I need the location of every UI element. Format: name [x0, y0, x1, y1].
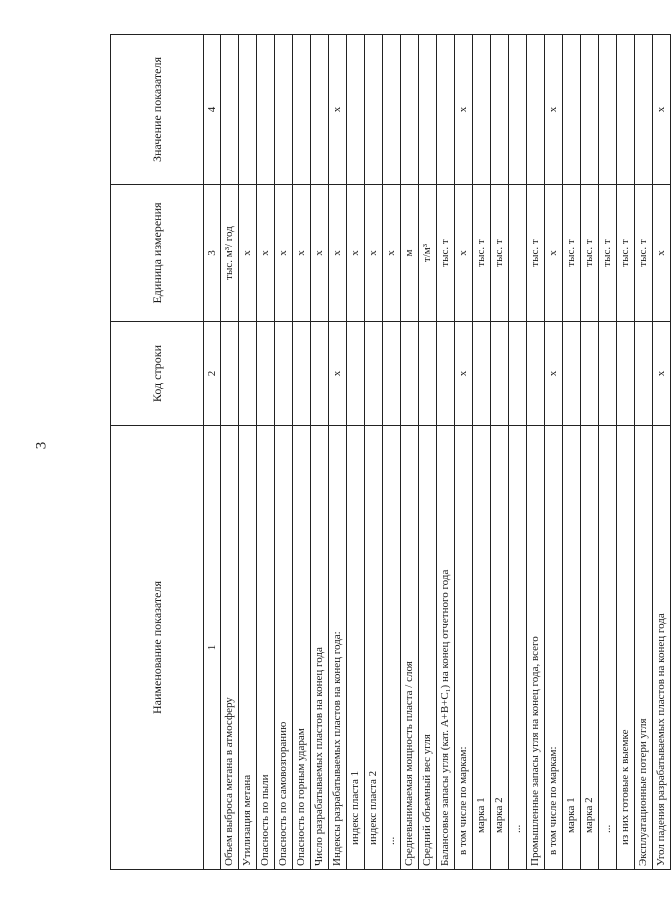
row-code-cell	[527, 322, 545, 426]
row-unit-cell: тыс. т	[635, 185, 653, 322]
table-row	[473, 35, 491, 870]
row-code-cell	[599, 322, 617, 426]
row-code-cell	[437, 322, 455, 426]
column-number: 1	[204, 426, 221, 870]
table-row	[221, 35, 239, 870]
row-name-cell: Утилизация метана	[239, 426, 257, 870]
header-name: Наименование показателя	[111, 426, 204, 870]
table-row	[527, 35, 545, 870]
row-name-cell: в том числе по маркам:	[545, 426, 563, 870]
row-name-cell: марка 2	[581, 426, 599, 870]
row-unit-cell: тыс. т	[563, 185, 581, 322]
row-value-cell	[311, 35, 329, 185]
row-value-cell	[491, 35, 509, 185]
row-value-cell	[293, 35, 311, 185]
table-row	[329, 35, 347, 870]
row-name-cell: Опасность по пыли	[257, 426, 275, 870]
row-name-cell: Объем выброса метана в атмосферу	[221, 426, 239, 870]
row-code-cell	[419, 322, 437, 426]
row-unit-cell: х	[275, 185, 293, 322]
row-value-cell	[347, 35, 365, 185]
row-code-cell	[221, 322, 239, 426]
column-number: 2	[204, 322, 221, 426]
table-row	[239, 35, 257, 870]
row-value-cell	[563, 35, 581, 185]
header-row	[111, 35, 204, 870]
table-row	[635, 35, 653, 870]
row-name-cell: из них готовые к выемке	[617, 426, 635, 870]
row-value-cell	[599, 35, 617, 185]
table-row	[401, 35, 419, 870]
row-name-cell: Средневынимаемая мощность пласта / слоя	[401, 426, 419, 870]
column-number: 3	[204, 185, 221, 322]
row-name-cell: Средний объемный вес угля	[419, 426, 437, 870]
row-value-cell: х	[653, 35, 671, 185]
row-value-cell: х	[329, 35, 347, 185]
row-value-cell	[275, 35, 293, 185]
row-code-cell	[563, 322, 581, 426]
row-name-cell: ...	[509, 426, 527, 870]
row-unit-cell	[509, 185, 527, 322]
row-unit-cell: т/м³	[419, 185, 437, 322]
row-name-cell: в том числе по маркам:	[455, 426, 473, 870]
table-row	[491, 35, 509, 870]
table-row	[347, 35, 365, 870]
row-code-cell	[275, 322, 293, 426]
column-number-row	[204, 35, 221, 870]
table-body	[221, 35, 671, 870]
indicators-table	[110, 34, 671, 870]
row-name-cell: Число разрабатываемых пластов на конец года	[311, 426, 329, 870]
row-code-cell: х	[329, 322, 347, 426]
row-unit-cell: х	[653, 185, 671, 322]
row-unit-cell: тыс. м³/ год	[221, 185, 239, 322]
row-value-cell	[581, 35, 599, 185]
row-value-cell	[239, 35, 257, 185]
row-value-cell	[383, 35, 401, 185]
row-name-cell: Балансовые запасы угля (кат. А+В+С₁) на конец отчетного года	[437, 426, 455, 870]
row-name-cell: ...	[383, 426, 401, 870]
row-code-cell	[491, 322, 509, 426]
row-unit-cell: х	[545, 185, 563, 322]
row-unit-cell: тыс. т	[599, 185, 617, 322]
row-code-cell	[401, 322, 419, 426]
row-name-cell: ...	[599, 426, 617, 870]
row-value-cell	[365, 35, 383, 185]
row-value-cell	[527, 35, 545, 185]
table-row	[293, 35, 311, 870]
row-code-cell: х	[653, 322, 671, 426]
row-value-cell	[509, 35, 527, 185]
row-code-cell: х	[455, 322, 473, 426]
table-row	[563, 35, 581, 870]
row-name-cell: марка 1	[563, 426, 581, 870]
table-row	[599, 35, 617, 870]
row-code-cell	[635, 322, 653, 426]
row-name-cell: индекс пласта 1	[347, 426, 365, 870]
row-value-cell	[635, 35, 653, 185]
row-name-cell: индекс пласта 2	[365, 426, 383, 870]
row-unit-cell: х	[329, 185, 347, 322]
row-name-cell: Угол падения разрабатываемых пластов на конец года	[653, 426, 671, 870]
row-name-cell: Промышленные запасы угля на конец года, всего	[527, 426, 545, 870]
table-row	[653, 35, 671, 870]
row-name-cell: марка 1	[473, 426, 491, 870]
row-value-cell: х	[455, 35, 473, 185]
row-value-cell	[257, 35, 275, 185]
table-row	[419, 35, 437, 870]
header-unit: Единица измерения	[111, 185, 204, 322]
row-unit-cell: х	[257, 185, 275, 322]
row-code-cell	[311, 322, 329, 426]
row-unit-cell: х	[365, 185, 383, 322]
row-unit-cell: тыс. т	[437, 185, 455, 322]
row-value-cell	[221, 35, 239, 185]
row-code-cell	[347, 322, 365, 426]
row-value-cell: х	[545, 35, 563, 185]
row-unit-cell: тыс. т	[473, 185, 491, 322]
row-code-cell	[365, 322, 383, 426]
row-code-cell	[293, 322, 311, 426]
header-code: Код строки	[111, 322, 204, 426]
table-row	[455, 35, 473, 870]
row-code-cell	[509, 322, 527, 426]
row-value-cell	[419, 35, 437, 185]
row-unit-cell: тыс. т	[527, 185, 545, 322]
row-name-cell: Индексы разрабатываемых пластов на конец года:	[329, 426, 347, 870]
row-name-cell: Опасность по самовозгоранию	[275, 426, 293, 870]
table-row	[617, 35, 635, 870]
row-unit-cell: м	[401, 185, 419, 322]
row-code-cell	[617, 322, 635, 426]
row-unit-cell: х	[311, 185, 329, 322]
row-unit-cell: х	[347, 185, 365, 322]
row-value-cell	[473, 35, 491, 185]
table-row	[581, 35, 599, 870]
row-value-cell	[401, 35, 419, 185]
table-row	[545, 35, 563, 870]
row-unit-cell: х	[293, 185, 311, 322]
row-code-cell	[383, 322, 401, 426]
row-unit-cell: тыс. т	[581, 185, 599, 322]
header-value: Значение показателя	[111, 35, 204, 185]
row-name-cell: Опасность по горным ударам	[293, 426, 311, 870]
row-code-cell: х	[545, 322, 563, 426]
row-code-cell	[473, 322, 491, 426]
row-code-cell	[257, 322, 275, 426]
row-value-cell	[437, 35, 455, 185]
row-name-cell: марка 2	[491, 426, 509, 870]
row-code-cell	[581, 322, 599, 426]
row-unit-cell: тыс. т	[491, 185, 509, 322]
row-name-cell: Эксплуатационные потери угля	[635, 426, 653, 870]
table-row	[365, 35, 383, 870]
column-number: 4	[204, 35, 221, 185]
table-row	[275, 35, 293, 870]
row-unit-cell: тыс. т	[617, 185, 635, 322]
table-row	[383, 35, 401, 870]
table-row	[437, 35, 455, 870]
table-row	[311, 35, 329, 870]
table-row	[257, 35, 275, 870]
row-unit-cell: х	[239, 185, 257, 322]
page-number: 3	[33, 441, 50, 450]
rotated-page-content	[110, 35, 667, 870]
row-unit-cell: х	[383, 185, 401, 322]
table-row	[509, 35, 527, 870]
row-unit-cell: х	[455, 185, 473, 322]
row-code-cell	[239, 322, 257, 426]
row-value-cell	[617, 35, 635, 185]
